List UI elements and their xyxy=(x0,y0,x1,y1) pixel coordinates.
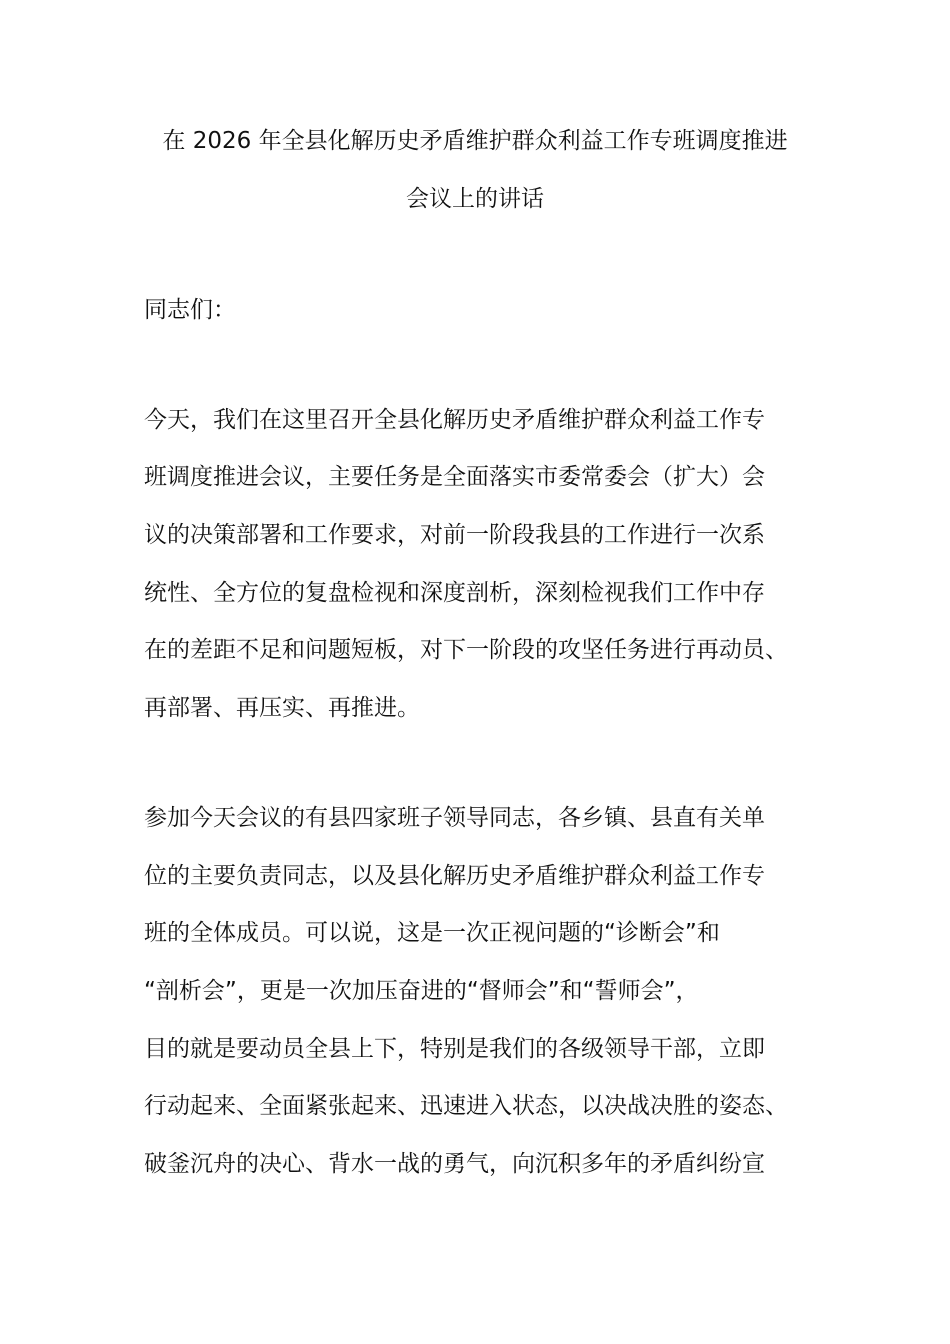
paragraph-2-line-1: 参加今天会议的有县四家班子领导同志，各乡镇、县直有关单 xyxy=(144,805,765,831)
paragraph-2-line-4: “剖析会”，更是一次加压奋进的“督师会”和“誓师会”， xyxy=(144,978,699,1004)
paragraph-1-line-2: 班调度推进会议，主要任务是全面落实市委常委会（扩大）会 xyxy=(144,464,765,490)
paragraph-2-line-3: 班的全体成员。可以说，这是一次正视问题的“诊断会”和 xyxy=(144,920,720,946)
paragraph-1-line-1: 今天，我们在这里召开全县化解历史矛盾维护群众利益工作专 xyxy=(144,407,765,433)
paragraph-2-line-7: 破釜沉舟的决心、背水一战的勇气，向沉积多年的矛盾纠纷宣 xyxy=(144,1151,765,1177)
salutation: 同志们： xyxy=(144,297,236,323)
paragraph-1-line-5: 在的差距不足和问题短板，对下一阶段的攻坚任务进行再动员、 xyxy=(144,637,788,663)
document-title-line-1: 在 2026 年全县化解历史矛盾维护群众利益工作专班调度推进 xyxy=(162,128,788,154)
paragraph-1-line-3: 议的决策部署和工作要求，对前一阶段我县的工作进行一次系 xyxy=(144,522,765,548)
paragraph-2-line-2: 位的主要负责同志，以及县化解历史矛盾维护群众利益工作专 xyxy=(144,863,765,889)
document-title-line-2: 会议上的讲话 xyxy=(406,186,544,212)
paragraph-2-line-5: 目的就是要动员全县上下，特别是我们的各级领导干部，立即 xyxy=(144,1036,765,1062)
paragraph-1-line-4: 统性、全方位的复盘检视和深度剖析，深刻检视我们工作中存 xyxy=(144,580,765,606)
paragraph-1-line-6: 再部署、再压实、再推进。 xyxy=(144,695,420,721)
paragraph-2-line-6: 行动起来、全面紧张起来、迅速进入状态，以决战决胜的姿态、 xyxy=(144,1093,788,1119)
